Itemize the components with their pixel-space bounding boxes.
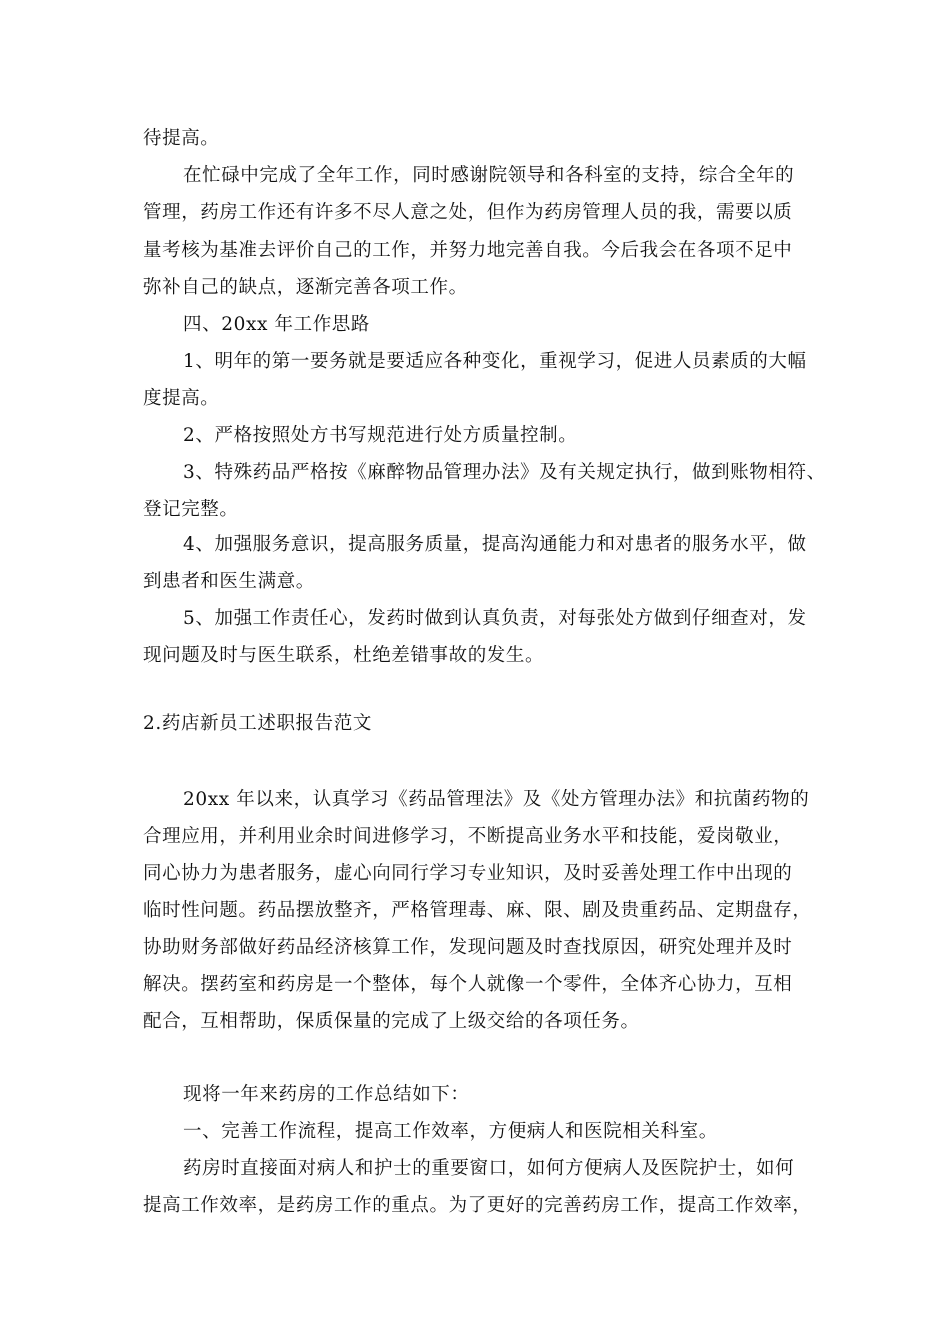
list-item-continuation: 度提高。	[143, 388, 220, 409]
section-heading: 一、完善工作流程，提高工作效率，方便病人和医院相关科室。	[183, 1121, 718, 1142]
paragraph-line: 20xx 年以来，认真学习《药品管理法》及《处方管理办法》和抗菌药物的	[183, 789, 810, 810]
list-item: 4、加强服务意识，提高服务质量，提高沟通能力和对患者的服务水平，做	[183, 534, 807, 555]
paragraph-line: 在忙碌中完成了全年工作，同时感谢院领导和各科室的支持，综合全年的	[183, 165, 795, 186]
paragraph-line: 待提高。	[143, 128, 220, 149]
list-item-continuation: 登记完整。	[143, 499, 239, 520]
paragraph-line: 合理应用，并利用业余时间进修学习，不断提高业务水平和技能，爱岗敬业，	[143, 826, 793, 847]
paragraph-line: 提高工作效率，是药房工作的重点。为了更好的完善药房工作，提高工作效率，	[143, 1195, 812, 1216]
list-item: 5、加强工作责任心，发药时做到认真负责，对每张处方做到仔细查对，发	[183, 608, 807, 629]
list-item: 1、明年的第一要务就是要适应各种变化，重视学习，促进人员素质的大幅	[183, 351, 807, 372]
list-item-continuation: 现问题及时与医生联系，杜绝差错事故的发生。	[143, 645, 545, 666]
paragraph-line: 配合，互相帮助，保质保量的完成了上级交给的各项任务。	[143, 1011, 640, 1032]
paragraph-line: 协助财务部做好药品经济核算工作，发现问题及时查找原因，研究处理并及时	[143, 937, 793, 958]
paragraph-line: 药房时直接面对病人和护士的重要窗口，如何方便病人及医院护士，如何	[183, 1158, 795, 1179]
article-title: 2.药店新员工述职报告范文	[143, 713, 372, 734]
paragraph-line: 临时性问题。药品摆放整齐，严格管理毒、麻、限、剧及贵重药品、定期盘存，	[143, 900, 812, 921]
list-item-continuation: 到患者和医生满意。	[143, 571, 315, 592]
section-heading: 四、20xx 年工作思路	[183, 314, 370, 335]
paragraph-line: 解决。摆药室和药房是一个整体，每个人就像一个零件，全体齐心协力，互相	[143, 974, 793, 995]
paragraph-line: 同心协力为患者服务，虚心向同行学习专业知识，及时妥善处理工作中出现的	[143, 863, 793, 884]
paragraph-line: 弥补自己的缺点，逐渐完善各项工作。	[143, 277, 468, 298]
paragraph-line: 现将一年来药房的工作总结如下：	[183, 1084, 470, 1105]
paragraph-line: 管理，药房工作还有许多不尽人意之处，但作为药房管理人员的我，需要以质	[143, 202, 793, 223]
list-item: 2、严格按照处方书写规范进行处方质量控制。	[183, 425, 578, 446]
list-item: 3、特殊药品严格按《麻醉物品管理办法》及有关规定执行，做到账物相符、	[183, 462, 826, 483]
paragraph-line: 量考核为基准去评价自己的工作，并努力地完善自我。今后我会在各项不足中	[143, 240, 793, 261]
